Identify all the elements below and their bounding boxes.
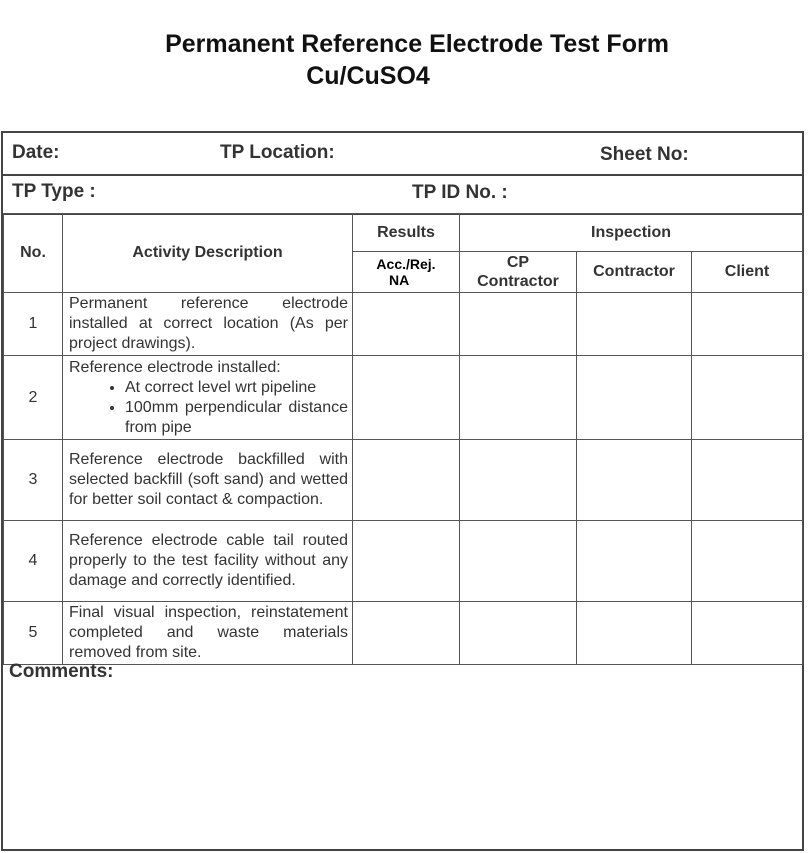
form-title: Permanent Reference Electrode Test Form [165, 30, 669, 58]
sub-results-header [353, 252, 460, 293]
contractor-cell[interactable] [577, 602, 692, 665]
row-description-text: Reference electrode installed: [69, 358, 281, 376]
results-cell[interactable] [353, 521, 460, 602]
contractor-cell[interactable] [577, 440, 692, 521]
row-description: Reference electrode backfilled with selected backfill (soft sand) and wetted for better soil contact & compaction. [63, 440, 353, 521]
acc-rej-label: Acc./Rej. [376, 256, 436, 272]
client-cell[interactable] [692, 521, 803, 602]
tp-location-label: TP Location: [220, 142, 335, 163]
table-row [4, 521, 803, 602]
tp-id-label: TP ID No. : [412, 182, 508, 203]
cp-contractor-cell[interactable] [460, 293, 577, 356]
contractor-cell[interactable] [577, 521, 692, 602]
row-description [63, 356, 353, 440]
client-cell[interactable] [692, 440, 803, 521]
sub-cp-contractor-header [460, 252, 577, 293]
client-cell[interactable] [692, 293, 803, 356]
cp-label: CP [506, 254, 530, 271]
results-cell[interactable] [353, 293, 460, 356]
table-row [4, 440, 803, 521]
sheet-no-label: Sheet No: [600, 144, 689, 165]
col-results-header: Results [353, 214, 460, 252]
results-cell[interactable] [353, 440, 460, 521]
activity-table [3, 213, 803, 665]
row-description: Reference electrode cable tail routed properly to the test facility without any damage and correctly identified. [63, 521, 353, 602]
client-cell[interactable] [692, 602, 803, 665]
row-description: Permanent reference electrode installed at correct location (As per project drawings). [63, 293, 353, 356]
cp-contractor-cell[interactable] [460, 521, 577, 602]
bullet-item: • At correct level wrt pipeline [125, 378, 348, 398]
row-number: 4 [4, 521, 63, 602]
col-no-header: No. [4, 214, 63, 293]
comments-label: Comments: [9, 661, 114, 682]
tp-type-label: TP Type : [12, 181, 96, 202]
client-cell[interactable] [692, 356, 803, 440]
form-subtitle: Cu/CuSO4 [306, 62, 430, 90]
row-description: Final visual inspection, reinstatement completed and waste materials removed from site. [63, 602, 353, 665]
cp-contractor-cell[interactable] [460, 356, 577, 440]
na-label: NA [389, 272, 410, 288]
sub-client-header: Client [692, 252, 803, 293]
col-activity-header: Activity Description [63, 214, 353, 293]
date-label: Date: [12, 142, 60, 163]
contractor-cell[interactable] [577, 356, 692, 440]
bullet-list [69, 378, 348, 438]
contractor-cell[interactable] [577, 293, 692, 356]
bullet-item: • 100mm perpendicular distance from pipe [125, 398, 348, 438]
cp-contractor-label: Contractor [477, 273, 559, 290]
table-row [4, 602, 803, 665]
table-row [4, 356, 803, 440]
row-number: 1 [4, 293, 63, 356]
table-row [4, 293, 803, 356]
cp-contractor-cell[interactable] [460, 440, 577, 521]
row-number: 2 [4, 356, 63, 440]
row-number: 5 [4, 602, 63, 665]
results-cell[interactable] [353, 356, 460, 440]
sub-contractor-header: Contractor [577, 252, 692, 293]
test-form [1, 131, 804, 851]
cp-contractor-cell[interactable] [460, 602, 577, 665]
header-row-2 [3, 174, 802, 215]
col-inspection-header: Inspection [460, 214, 803, 252]
header-row-1 [3, 133, 802, 176]
row-number: 3 [4, 440, 63, 521]
results-cell[interactable] [353, 602, 460, 665]
